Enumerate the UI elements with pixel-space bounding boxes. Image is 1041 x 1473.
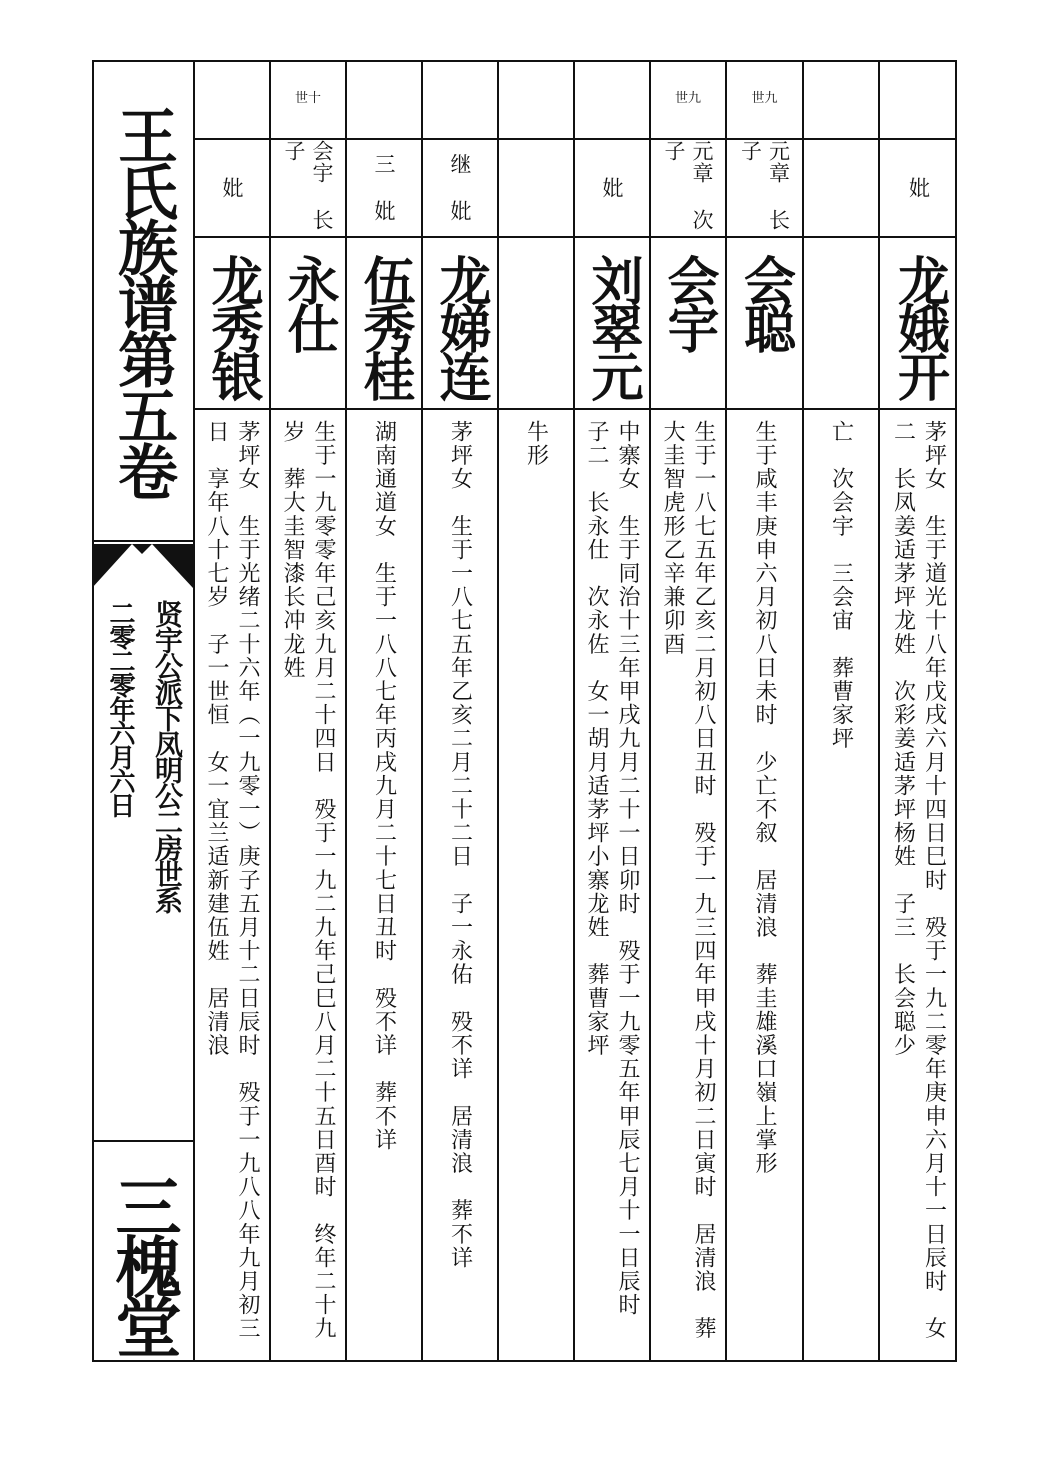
generation-label xyxy=(804,60,878,138)
person-description: 茅坪女 生于道光十八年戊戌六月十四日巳时 殁于一九二零年庚申六月十一日辰时 女二 长凤姜适茅坪龙姓 次彩姜适茅坪杨姓 子三 长会聪少 xyxy=(890,420,947,1341)
name-cell xyxy=(195,240,269,410)
name-cell xyxy=(727,240,802,410)
relation-label: 继 妣 xyxy=(448,153,472,222)
person-name: 龙秀银 xyxy=(202,254,263,398)
relation-label: 妣 xyxy=(220,176,244,199)
genealogy-column xyxy=(575,60,651,1362)
generation-label: 世十 xyxy=(294,91,321,106)
arrow-banner-icon xyxy=(92,544,193,594)
generation-label xyxy=(347,60,421,138)
person-name: 刘翠元 xyxy=(582,254,643,398)
desc-cell xyxy=(880,420,957,1350)
relation-label: 妣 xyxy=(906,176,931,199)
person-name: 龙娣连 xyxy=(430,254,491,398)
branch-title: 贤宇公派下凤明公二房世系 xyxy=(151,600,184,912)
desc-cell xyxy=(195,420,269,1350)
relation-cell xyxy=(727,140,802,235)
person-description: 湖南通道女 生于一八八七年丙戌九月二十七日丑时 殁不详 葬不详 xyxy=(371,420,397,1152)
relation-cell xyxy=(880,140,957,235)
relation-label: 会宇 长子 xyxy=(282,140,334,231)
relation-label: 元章 次子 xyxy=(662,140,714,231)
person-description: 生于一九零零年己亥九月二十四日 殁于一九二九年己巳八月二十五日酉时 终年二十九岁 葬大圭智漆长冲龙姓 xyxy=(280,420,336,1341)
genealogy-column xyxy=(195,60,271,1362)
name-cell xyxy=(499,240,573,410)
generation-label: 世九 xyxy=(751,91,778,106)
person-description: 茅坪女 生于一八七五年乙亥二月二十二日 子一永佑 殁不详 居清浪 葬不详 xyxy=(447,420,473,1270)
name-cell xyxy=(651,240,725,410)
book-title: 王氏族谱第五卷 xyxy=(108,105,178,497)
relation-cell xyxy=(651,140,725,235)
desc-cell xyxy=(575,420,649,1350)
relation-cell xyxy=(195,140,269,235)
person-name: 永仕 xyxy=(278,254,339,350)
person-description: 中寨女 生于同治十三年甲戌九月二十一日卯时 殁于一九零五年甲辰七月十一日辰时 子二 长永仕 次永佐 女一胡月适茅坪小寨龙姓 葬曹家坪 xyxy=(584,420,640,1341)
genealogy-column xyxy=(804,60,880,1362)
relation-cell xyxy=(271,140,345,235)
relation-cell xyxy=(804,140,878,235)
left-panel xyxy=(92,60,195,1362)
generation-label xyxy=(195,60,269,138)
person-description: 生于咸丰庚申六月初八日未时 少亡不叙 居清浪 葬圭雄溪口嶺上掌形 xyxy=(752,420,777,1176)
genealogy-column xyxy=(499,60,575,1362)
person-description: 生于一八七五年乙亥二月初八日丑时 殁于一九三四年甲戌十月初二日寅时 居清浪 葬大圭智虎形乙辛兼卯酉 xyxy=(660,420,716,1341)
relation-label: 三 妣 xyxy=(372,153,396,222)
desc-cell xyxy=(727,420,802,1350)
name-cell xyxy=(880,240,957,410)
title-divider xyxy=(92,540,193,542)
desc-cell xyxy=(423,420,497,1350)
person-description: 茅坪女 生于光绪二十六年（一九零一）庚子五月十二日辰时 殁于一九八八年九月初三日 享年八十七岁 子一世恒 女一宜兰适新建伍姓 居清浪 xyxy=(204,420,260,1341)
genealogy-column xyxy=(727,60,804,1362)
name-cell xyxy=(575,240,649,410)
relation-cell xyxy=(575,140,649,235)
desc-cell xyxy=(804,420,878,1350)
generation-label xyxy=(423,60,497,138)
generation-label xyxy=(880,60,957,138)
person-name: 会聪 xyxy=(734,254,796,350)
name-cell xyxy=(271,240,345,410)
relation-cell xyxy=(499,140,573,235)
relation-cell xyxy=(347,140,421,235)
genealogy-column xyxy=(880,60,957,1362)
hall-divider xyxy=(92,1140,193,1142)
person-description: 亡 次会宇 三会宙 葬曹家坪 xyxy=(828,420,854,751)
person-description: 牛形 xyxy=(523,420,549,468)
publish-date: 二零二零年六月六日 xyxy=(105,600,135,816)
genealogy-column xyxy=(347,60,423,1362)
genealogy-column xyxy=(651,60,727,1362)
name-cell xyxy=(423,240,497,410)
person-name: 会宇 xyxy=(658,254,719,350)
name-cell xyxy=(347,240,421,410)
genealogy-column xyxy=(423,60,499,1362)
hall-name: 三槐堂 xyxy=(104,1172,182,1353)
generation-label: 世九 xyxy=(674,91,701,106)
desc-cell xyxy=(271,420,345,1350)
desc-cell xyxy=(499,420,573,1350)
desc-cell xyxy=(347,420,421,1350)
desc-cell xyxy=(651,420,725,1350)
relation-label: 元章 长子 xyxy=(738,140,791,231)
relation-cell xyxy=(423,140,497,235)
name-cell xyxy=(804,240,878,410)
person-name: 龙娥开 xyxy=(888,254,950,398)
relation-label: 妣 xyxy=(600,176,624,199)
generation-label xyxy=(499,60,573,138)
person-name: 伍秀桂 xyxy=(354,254,415,398)
generation-label xyxy=(575,60,649,138)
genealogy-column xyxy=(271,60,347,1362)
